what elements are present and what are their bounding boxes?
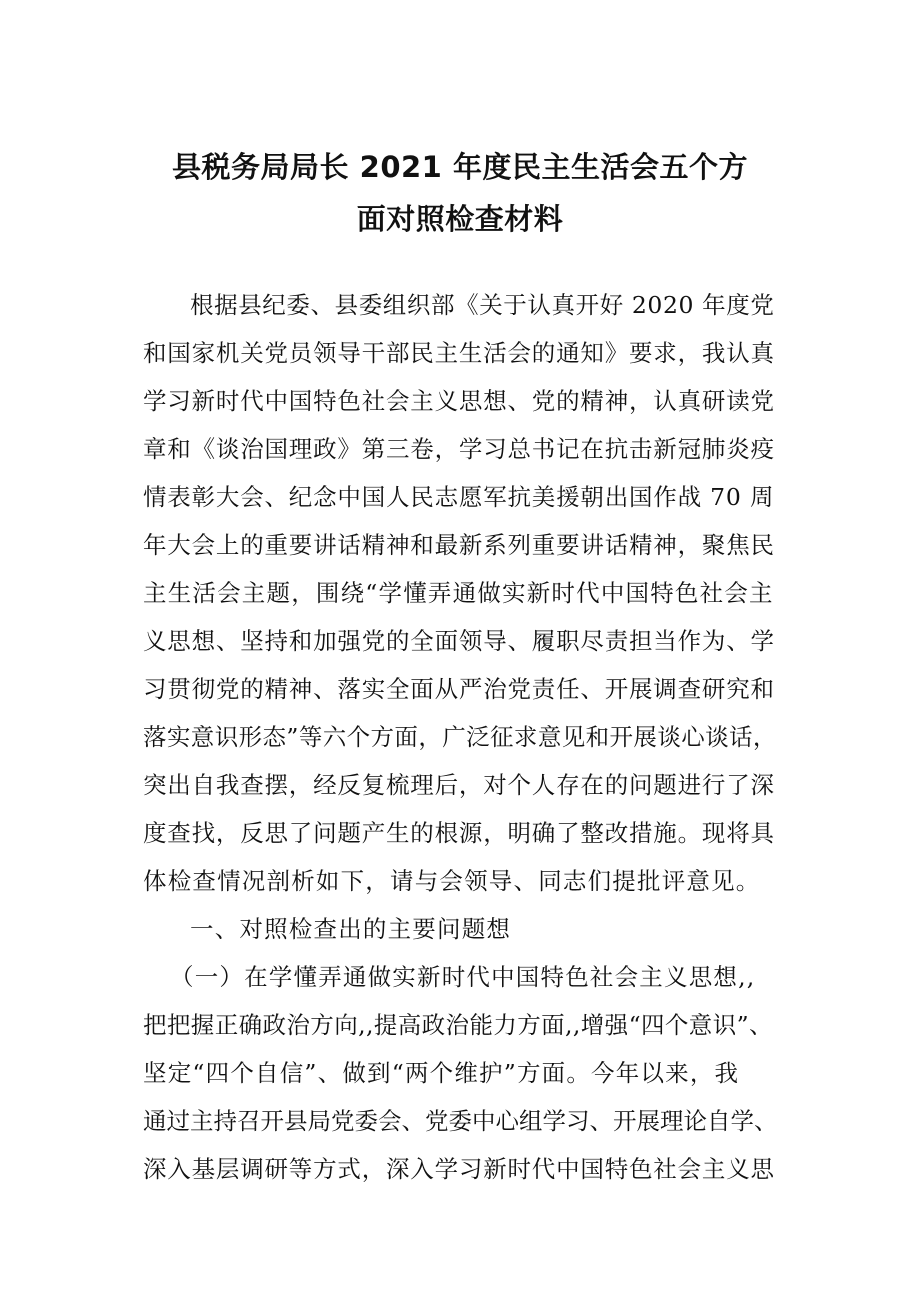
body-line-7: 主生活会主题，围绕“学懂弄通做实新时代中国特色社会主 <box>143 579 774 607</box>
body-line-9: 习贯彻党的精神、落实全面从严治党责任、开展调查研究和 <box>143 675 775 703</box>
body-line-10: 落实意识形态”等六个方面，广泛征求意见和开展谈心谈话， <box>143 723 777 751</box>
document-title-line-2: 面对照检查材料 <box>356 202 564 236</box>
body-line-4: 章和《谈治国理政》第三卷，学习总书记在抗击新冠肺炎疫 <box>143 435 775 463</box>
body-line-5: 情表彰大会、纪念中国人民志愿军抗美援朝出国作战 70 周 <box>143 483 775 511</box>
subsection-line-1: （一）在学懂弄通做实新时代中国特色社会主义思想,, <box>170 963 756 991</box>
body-line-3: 学习新时代中国特色社会主义思想、党的精神，认真研读党 <box>143 387 775 415</box>
section-heading-1: 一、对照检查出的主要问题想 <box>190 915 512 943</box>
body-line-16: 把把握正确政治方向,,提高政治能力方面,,增强“四个意识”、 <box>143 1011 773 1039</box>
body-line-13: 体检查情况剖析如下，请与会领导、同志们提批评意见。 <box>143 867 761 895</box>
body-line-12: 度查找，反思了问题产生的根源，明确了整改措施。现将具 <box>143 819 775 847</box>
body-line-1: 根据县纪委、县委组织部《关于认真开好 2020 年度党 <box>190 291 775 319</box>
body-line-2: 和国家机关党员领导干部民主生活会的通知》要求，我认真 <box>143 339 775 367</box>
body-line-11: 突出自我查摆，经反复梳理后，对个人存在的问题进行了深 <box>143 771 775 799</box>
body-line-6: 年大会上的重要讲话精神和最新系列重要讲话精神，聚焦民 <box>143 531 775 559</box>
body-line-18: 通过主持召开县局党委会、党委中心组学习、开展理论自学、 <box>143 1107 778 1135</box>
body-line-8: 义思想、坚持和加强党的全面领导、履职尽责担当作为、学 <box>143 627 775 655</box>
body-line-19: 深入基层调研等方式，深入学习新时代中国特色社会主义思 <box>143 1155 775 1183</box>
document-title-line-1: 县税务局局长 2021 年度民主生活会五个方 <box>172 150 748 184</box>
body-line-17: 坚定“四个自信”、做到“两个维护”方面。今年以来，我 <box>143 1059 740 1087</box>
